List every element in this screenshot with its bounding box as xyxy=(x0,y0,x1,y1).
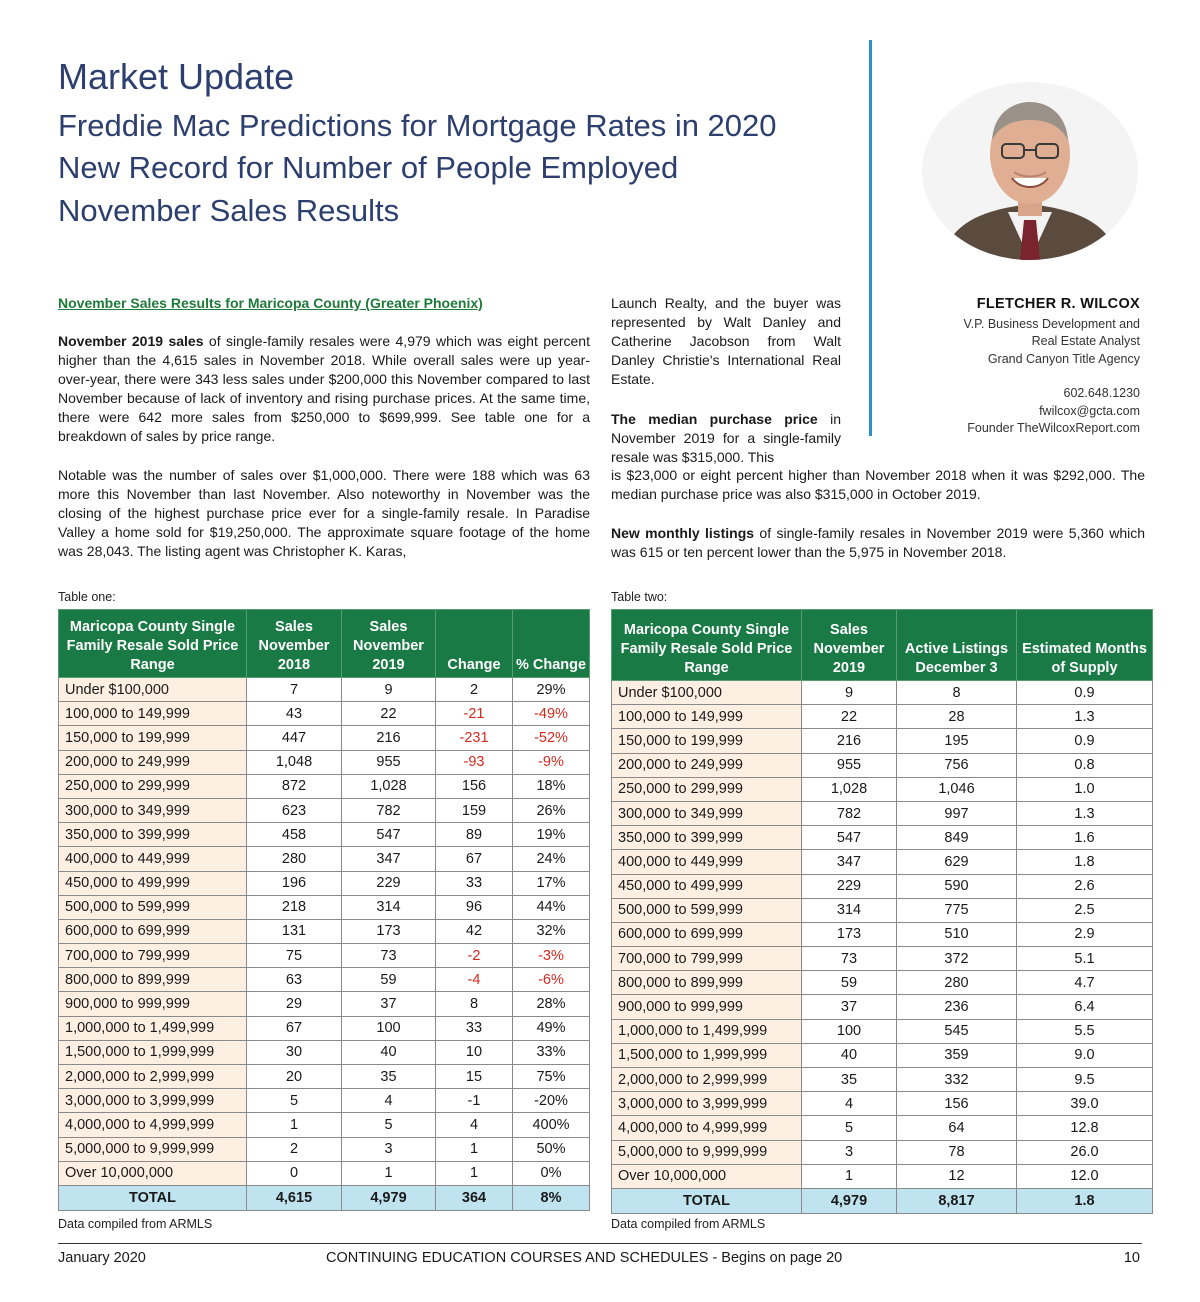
table-two-cell: 236 xyxy=(897,995,1017,1019)
paragraph-new-listings-lead: New monthly listings xyxy=(611,525,755,541)
table-two-row xyxy=(612,922,1153,946)
table-two-row xyxy=(612,1019,1153,1043)
table-one-total-row xyxy=(59,1185,590,1210)
table-one-cell: 623 xyxy=(247,798,342,822)
table-one-cell: -6% xyxy=(513,968,590,992)
table-one-cell: 67 xyxy=(436,847,513,871)
table-two-cell: 0.9 xyxy=(1017,729,1153,753)
table-one-total-cell: 364 xyxy=(436,1185,513,1210)
table-one-cell: 5 xyxy=(247,1089,342,1113)
table-one-cell: 1 xyxy=(342,1161,436,1185)
table-two-row xyxy=(612,1043,1153,1067)
subtitle-employment: New Record for Number of People Employed xyxy=(58,150,679,185)
table-two-cell: 2.5 xyxy=(1017,898,1153,922)
table-one-header-row xyxy=(59,610,590,678)
table-two-cell: 350,000 to 399,999 xyxy=(612,826,802,850)
table-one-cell: 73 xyxy=(342,944,436,968)
table-two-cell: 1.3 xyxy=(1017,801,1153,825)
table-one-cell: 35 xyxy=(342,1065,436,1089)
table-two-row xyxy=(612,995,1153,1019)
table-one-cell: 700,000 to 799,999 xyxy=(59,944,247,968)
author-email[interactable]: fwilcox@gcta.com xyxy=(1039,403,1140,418)
table-two-cell: 510 xyxy=(897,922,1017,946)
table-one-row xyxy=(59,1089,590,1113)
table-one-cell: -93 xyxy=(436,750,513,774)
table-two-cell: 800,000 to 899,999 xyxy=(612,971,802,995)
table-two-cell: 9.0 xyxy=(1017,1043,1153,1067)
table-two-cell: 1.3 xyxy=(1017,705,1153,729)
table-two-cell: 1,000,000 to 1,499,999 xyxy=(612,1019,802,1043)
table-one-header-change: Change xyxy=(436,610,513,678)
table-two-cell: 2.9 xyxy=(1017,922,1153,946)
table-two-cell: 359 xyxy=(897,1043,1017,1067)
table-one-cell: 26% xyxy=(513,798,590,822)
table-two-cell: 1.6 xyxy=(1017,826,1153,850)
table-one-cell: 156 xyxy=(436,774,513,798)
table-one-row xyxy=(59,847,590,871)
footer-divider xyxy=(58,1243,1142,1244)
table-one-cell: 20 xyxy=(247,1065,342,1089)
table-two-cell: 78 xyxy=(897,1140,1017,1164)
table-one-cell: 2 xyxy=(436,678,513,702)
table-one-cell: 0 xyxy=(247,1161,342,1185)
table-two-cell: 372 xyxy=(897,947,1017,971)
table-one-cell: 29% xyxy=(513,678,590,702)
table-two-cell: 3 xyxy=(802,1140,897,1164)
table-one-cell: 1 xyxy=(247,1113,342,1137)
table-one-cell: 280 xyxy=(247,847,342,871)
table-one-cell: 1,500,000 to 1,999,999 xyxy=(59,1040,247,1064)
table-one-cell: Under $100,000 xyxy=(59,678,247,702)
table-one-cell: 4 xyxy=(436,1113,513,1137)
table-two-row xyxy=(612,874,1153,898)
table-two-caption: Table two: xyxy=(611,590,668,604)
table-one-row xyxy=(59,992,590,1016)
table-two-cell: 4,000,000 to 4,999,999 xyxy=(612,1116,802,1140)
table-one-cell: 2,000,000 to 2,999,999 xyxy=(59,1065,247,1089)
table-two-cell: 5,000,000 to 9,999,999 xyxy=(612,1140,802,1164)
table-one-row xyxy=(59,968,590,992)
table-one-cell: 18% xyxy=(513,774,590,798)
table-two-cell: 900,000 to 999,999 xyxy=(612,995,802,1019)
table-one-cell: -9% xyxy=(513,750,590,774)
table-one-header-pct-change: % Change xyxy=(513,610,590,678)
table-one-cell: 50% xyxy=(513,1137,590,1161)
table-one-row xyxy=(59,798,590,822)
table-one-cell: Over 10,000,000 xyxy=(59,1161,247,1185)
table-two-cell: 8 xyxy=(897,681,1017,705)
table-one-row xyxy=(59,1016,590,1040)
table-two-cell: 332 xyxy=(897,1068,1017,1092)
table-two-cell: 347 xyxy=(802,850,897,874)
table-one-cell: 300,000 to 349,999 xyxy=(59,798,247,822)
table-two-header-range: Maricopa County Single Family Resale Sold Price Range xyxy=(612,610,802,681)
table-one-cell: 4,000,000 to 4,999,999 xyxy=(59,1113,247,1137)
table-two-cell: 547 xyxy=(802,826,897,850)
table-one-cell: 350,000 to 399,999 xyxy=(59,823,247,847)
table-two-row xyxy=(612,898,1153,922)
table-one-cell: 44% xyxy=(513,895,590,919)
table-one-cell: 782 xyxy=(342,798,436,822)
table-one-cell: 15 xyxy=(436,1065,513,1089)
table-one-cell: -1 xyxy=(436,1089,513,1113)
table-two-cell: 12.0 xyxy=(1017,1164,1153,1188)
table-two-cell: 5.1 xyxy=(1017,947,1153,971)
table-two-cell: 229 xyxy=(802,874,897,898)
table-one-cell: 600,000 to 699,999 xyxy=(59,919,247,943)
table-one-row xyxy=(59,726,590,750)
table-one-cell: 800,000 to 899,999 xyxy=(59,968,247,992)
table-one-cell: 75 xyxy=(247,944,342,968)
table-two-cell: 849 xyxy=(897,826,1017,850)
table-two-source: Data compiled from ARMLS xyxy=(611,1217,766,1231)
table-one-cell: 1,000,000 to 1,499,999 xyxy=(59,1016,247,1040)
table-one-cell: 2 xyxy=(247,1137,342,1161)
table-one-cell: 1,028 xyxy=(342,774,436,798)
table-one-cell: 100 xyxy=(342,1016,436,1040)
table-two-supply xyxy=(611,609,1153,1214)
table-one-cell: -4 xyxy=(436,968,513,992)
table-two-cell: 955 xyxy=(802,753,897,777)
section-heading-link[interactable]: November Sales Results for Maricopa County (Greater Phoenix) xyxy=(58,295,483,311)
table-one-cell: 218 xyxy=(247,895,342,919)
table-two-row xyxy=(612,971,1153,995)
table-two-cell: 59 xyxy=(802,971,897,995)
table-two-cell: 600,000 to 699,999 xyxy=(612,922,802,946)
table-two-cell: 35 xyxy=(802,1068,897,1092)
table-two-cell: 775 xyxy=(897,898,1017,922)
table-one-cell: 33 xyxy=(436,871,513,895)
table-one-cell: 872 xyxy=(247,774,342,798)
table-two-cell: 216 xyxy=(802,729,897,753)
paragraph-median-price-a xyxy=(611,410,841,467)
table-two-header-active-listings: Active Listings December 3 xyxy=(897,610,1017,681)
table-two-cell: 2,000,000 to 2,999,999 xyxy=(612,1068,802,1092)
footer-date: January 2020 xyxy=(58,1250,146,1266)
table-one-cell: 400% xyxy=(513,1113,590,1137)
table-two-cell: 1.8 xyxy=(1017,850,1153,874)
paragraph-median-price-b: is $23,000 or eight percent higher than November 2018 when it was $292,000. The median purchase price was also $315,000 in October 2019. xyxy=(611,467,1145,502)
table-two-row xyxy=(612,1092,1153,1116)
table-one-cell: 89 xyxy=(436,823,513,847)
table-one-cell: -231 xyxy=(436,726,513,750)
table-two-row xyxy=(612,826,1153,850)
table-two-row xyxy=(612,753,1153,777)
table-one-row xyxy=(59,1137,590,1161)
table-two-cell: 12.8 xyxy=(1017,1116,1153,1140)
table-two-row xyxy=(612,947,1153,971)
table-two-cell: 4.7 xyxy=(1017,971,1153,995)
table-one-cell: 37 xyxy=(342,992,436,1016)
vertical-divider xyxy=(869,40,872,436)
paragraph-new-listings-text: of single-family resales in November 2019 were 5,360 which was 615 or ten percent lower than the 5,975 in November 2018. xyxy=(611,525,1146,560)
table-one-cell: 19% xyxy=(513,823,590,847)
table-one-row xyxy=(59,895,590,919)
paragraph-median-price-lead: The median purchase price xyxy=(611,411,818,427)
table-one-cell: 29 xyxy=(247,992,342,1016)
table-one-cell: 447 xyxy=(247,726,342,750)
table-two-cell: Over 10,000,000 xyxy=(612,1164,802,1188)
table-two-row xyxy=(612,1140,1153,1164)
table-one-cell: 5 xyxy=(342,1113,436,1137)
table-two-cell: 200,000 to 249,999 xyxy=(612,753,802,777)
page-title: Market Update xyxy=(58,56,295,97)
table-one-cell: 1 xyxy=(436,1137,513,1161)
author-info xyxy=(963,296,1140,438)
table-two-row xyxy=(612,850,1153,874)
table-one-cell: 900,000 to 999,999 xyxy=(59,992,247,1016)
table-two-cell: 1,028 xyxy=(802,777,897,801)
table-one-cell: 33% xyxy=(513,1040,590,1064)
table-one-row xyxy=(59,1113,590,1137)
table-two-cell: 173 xyxy=(802,922,897,946)
table-two-cell: 756 xyxy=(897,753,1017,777)
table-one-header-range: Maricopa County Single Family Resale Sold Price Range xyxy=(59,610,247,678)
table-one-cell: 3,000,000 to 3,999,999 xyxy=(59,1089,247,1113)
table-one-cell: 7 xyxy=(247,678,342,702)
table-one-total-cell: 4,979 xyxy=(342,1185,436,1210)
table-one-cell: 43 xyxy=(247,702,342,726)
author-name: FLETCHER R. WILCOX xyxy=(976,296,1140,312)
paragraph-november-sales-lead: November 2019 sales xyxy=(58,333,204,349)
table-two-cell: 195 xyxy=(897,729,1017,753)
table-one-cell: 131 xyxy=(247,919,342,943)
table-one-row xyxy=(59,678,590,702)
table-one-cell: 450,000 to 499,999 xyxy=(59,871,247,895)
paragraph-notable-sales: Notable was the number of sales over $1,000,000. There were 188 which was 63 more this November than last November. Also noteworthy in November was the closing of the highest purchase price ever for a single-family resale. In Paradise Valley a home sold for $19,250,000. The approximate square footage of the home was 28,043. The listing agent was Christopher K. Karas, xyxy=(58,467,590,559)
table-one-header-nov-2018: Sales November 2018 xyxy=(247,610,342,678)
author-company: Grand Canyon Title Agency xyxy=(987,351,1140,366)
table-two-cell: 590 xyxy=(897,874,1017,898)
table-one-cell: 10 xyxy=(436,1040,513,1064)
table-one-cell: -3% xyxy=(513,944,590,968)
subtitle-sales-results: November Sales Results xyxy=(58,193,400,228)
table-one-cell: -21 xyxy=(436,702,513,726)
table-one-cell: 173 xyxy=(342,919,436,943)
table-one-cell: 75% xyxy=(513,1065,590,1089)
table-one-cell: 30 xyxy=(247,1040,342,1064)
table-one-cell: 314 xyxy=(342,895,436,919)
table-two-total-row xyxy=(612,1188,1153,1213)
table-two-cell: 73 xyxy=(802,947,897,971)
table-two-cell: 629 xyxy=(897,850,1017,874)
table-two-cell: 1,500,000 to 1,999,999 xyxy=(612,1043,802,1067)
table-two-cell: 782 xyxy=(802,801,897,825)
table-two-cell: 28 xyxy=(897,705,1017,729)
author-photo xyxy=(922,82,1138,260)
table-one-cell: 8 xyxy=(436,992,513,1016)
table-one-total-cell: 8% xyxy=(513,1185,590,1210)
table-one-cell: 500,000 to 599,999 xyxy=(59,895,247,919)
table-one-cell: -52% xyxy=(513,726,590,750)
table-one-cell: 229 xyxy=(342,871,436,895)
table-one-cell: 3 xyxy=(342,1137,436,1161)
table-one-cell: 347 xyxy=(342,847,436,871)
table-two-cell: 9.5 xyxy=(1017,1068,1153,1092)
paragraph-november-sales xyxy=(58,332,590,446)
table-one-cell: 49% xyxy=(513,1016,590,1040)
table-one-caption: Table one: xyxy=(58,590,116,604)
table-one-cell: 100,000 to 149,999 xyxy=(59,702,247,726)
table-one-cell: -2 xyxy=(436,944,513,968)
table-one-cell: 0% xyxy=(513,1161,590,1185)
table-two-cell: 156 xyxy=(897,1092,1017,1116)
author-phone: 602.648.1230 xyxy=(1063,386,1140,400)
table-two-cell: 545 xyxy=(897,1019,1017,1043)
table-two-cell: 450,000 to 499,999 xyxy=(612,874,802,898)
table-two-cell: Under $100,000 xyxy=(612,681,802,705)
footer-page-number: 10 xyxy=(1123,1250,1140,1266)
table-one-cell: 9 xyxy=(342,678,436,702)
table-one-cell: 33 xyxy=(436,1016,513,1040)
table-one-row xyxy=(59,919,590,943)
table-two-total-cell: 1.8 xyxy=(1017,1188,1153,1213)
table-one-total-cell: TOTAL xyxy=(59,1185,247,1210)
author-title-line1: V.P. Business Development and xyxy=(963,316,1140,331)
table-one-row xyxy=(59,750,590,774)
table-two-cell: 12 xyxy=(897,1164,1017,1188)
table-one-cell: -49% xyxy=(513,702,590,726)
table-two-cell: 500,000 to 599,999 xyxy=(612,898,802,922)
table-two-cell: 1 xyxy=(802,1164,897,1188)
footer-ce-courses: CONTINUING EDUCATION COURSES AND SCHEDULES - Begins on page 20 xyxy=(326,1250,843,1266)
table-two-row xyxy=(612,777,1153,801)
table-one-cell: 458 xyxy=(247,823,342,847)
table-two-cell: 0.8 xyxy=(1017,753,1153,777)
table-one-cell: 547 xyxy=(342,823,436,847)
table-two-row xyxy=(612,705,1153,729)
table-two-cell: 2.6 xyxy=(1017,874,1153,898)
author-founder: Founder TheWilcoxReport.com xyxy=(967,421,1140,435)
table-one-cell: 159 xyxy=(436,798,513,822)
table-two-total-cell: 4,979 xyxy=(802,1188,897,1213)
table-two-row xyxy=(612,1164,1153,1188)
table-two-cell: 1.0 xyxy=(1017,777,1153,801)
table-one-cell: 5,000,000 to 9,999,999 xyxy=(59,1137,247,1161)
table-two-row xyxy=(612,681,1153,705)
table-one-sales-comparison xyxy=(58,609,590,1211)
table-one-cell: -20% xyxy=(513,1089,590,1113)
table-one-row xyxy=(59,944,590,968)
table-two-total-cell: 8,817 xyxy=(897,1188,1017,1213)
table-two-cell: 26.0 xyxy=(1017,1140,1153,1164)
paragraph-buyer-continued: Launch Realty, and the buyer was represented by Walt Danley and Catherine Jacobson from Walt Danley Christie's International Real Estate. xyxy=(611,295,841,387)
table-two-cell: 0.9 xyxy=(1017,681,1153,705)
table-two-cell: 700,000 to 799,999 xyxy=(612,947,802,971)
table-one-row xyxy=(59,1065,590,1089)
table-two-cell: 1,046 xyxy=(897,777,1017,801)
table-two-row xyxy=(612,729,1153,753)
table-two-cell: 39.0 xyxy=(1017,1092,1153,1116)
table-one-source: Data compiled from ARMLS xyxy=(58,1217,213,1231)
table-one-header-nov-2019: Sales November 2019 xyxy=(342,610,436,678)
table-two-header-row xyxy=(612,610,1153,681)
table-two-row xyxy=(612,1068,1153,1092)
table-one-cell: 17% xyxy=(513,871,590,895)
paragraph-median-price-text-a: in November 2019 for a single-family resale was $315,000. This xyxy=(611,411,841,465)
table-two-cell: 4 xyxy=(802,1092,897,1116)
table-one-total-cell: 4,615 xyxy=(247,1185,342,1210)
table-one-row xyxy=(59,1161,590,1185)
paragraph-november-sales-text: of single-family resales were 4,979 which was eight percent higher than the 4,615 sales in November 2018. While overall sales were up year-over-year, there were 343 less sales under $200,000 this November compared to last November because of lack of inventory and rising purchase prices. At the same time, there were 642 more sales from $250,000 to $699,999. See table one for a breakdown of sales by price range. xyxy=(58,333,590,444)
table-one-cell: 63 xyxy=(247,968,342,992)
table-two-cell: 64 xyxy=(897,1116,1017,1140)
table-one-cell: 59 xyxy=(342,968,436,992)
table-one-cell: 196 xyxy=(247,871,342,895)
table-two-cell: 280 xyxy=(897,971,1017,995)
paragraph-new-listings xyxy=(611,524,1145,562)
table-one-cell: 67 xyxy=(247,1016,342,1040)
table-two-cell: 9 xyxy=(802,681,897,705)
author-title-line2: Real Estate Analyst xyxy=(1031,334,1140,348)
table-two-cell: 40 xyxy=(802,1043,897,1067)
table-one-cell: 1 xyxy=(436,1161,513,1185)
table-one-cell: 1,048 xyxy=(247,750,342,774)
table-one-cell: 40 xyxy=(342,1040,436,1064)
table-one-cell: 216 xyxy=(342,726,436,750)
table-one-cell: 28% xyxy=(513,992,590,1016)
table-one-row xyxy=(59,871,590,895)
table-two-cell: 400,000 to 449,999 xyxy=(612,850,802,874)
table-two-header-months-supply: Estimated Months of Supply xyxy=(1017,610,1153,681)
table-two-cell: 3,000,000 to 3,999,999 xyxy=(612,1092,802,1116)
table-one-cell: 32% xyxy=(513,919,590,943)
table-two-row xyxy=(612,801,1153,825)
table-two-cell: 22 xyxy=(802,705,897,729)
table-two-cell: 250,000 to 299,999 xyxy=(612,777,802,801)
table-two-cell: 314 xyxy=(802,898,897,922)
table-two-cell: 300,000 to 349,999 xyxy=(612,801,802,825)
table-one-cell: 400,000 to 449,999 xyxy=(59,847,247,871)
table-one-cell: 955 xyxy=(342,750,436,774)
table-two-cell: 100,000 to 149,999 xyxy=(612,705,802,729)
table-two-total-cell: TOTAL xyxy=(612,1188,802,1213)
table-one-row xyxy=(59,702,590,726)
table-two-cell: 37 xyxy=(802,995,897,1019)
subtitle-mortgage-rates: Freddie Mac Predictions for Mortgage Rates in 2020 xyxy=(58,108,777,143)
table-one-cell: 4 xyxy=(342,1089,436,1113)
table-one-row xyxy=(59,1040,590,1064)
table-one-row xyxy=(59,823,590,847)
table-two-cell: 150,000 to 199,999 xyxy=(612,729,802,753)
table-two-header-sales-nov-2019: Sales November 2019 xyxy=(802,610,897,681)
table-two-cell: 5.5 xyxy=(1017,1019,1153,1043)
table-one-cell: 150,000 to 199,999 xyxy=(59,726,247,750)
table-two-cell: 100 xyxy=(802,1019,897,1043)
table-two-cell: 5 xyxy=(802,1116,897,1140)
table-one-cell: 200,000 to 249,999 xyxy=(59,750,247,774)
author-portrait-icon xyxy=(922,82,1138,260)
table-one-cell: 250,000 to 299,999 xyxy=(59,774,247,798)
table-two-cell: 997 xyxy=(897,801,1017,825)
table-one-row xyxy=(59,774,590,798)
table-one-cell: 42 xyxy=(436,919,513,943)
table-one-cell: 22 xyxy=(342,702,436,726)
table-one-cell: 96 xyxy=(436,895,513,919)
table-two-row xyxy=(612,1116,1153,1140)
table-two-cell: 6.4 xyxy=(1017,995,1153,1019)
table-one-cell: 24% xyxy=(513,847,590,871)
